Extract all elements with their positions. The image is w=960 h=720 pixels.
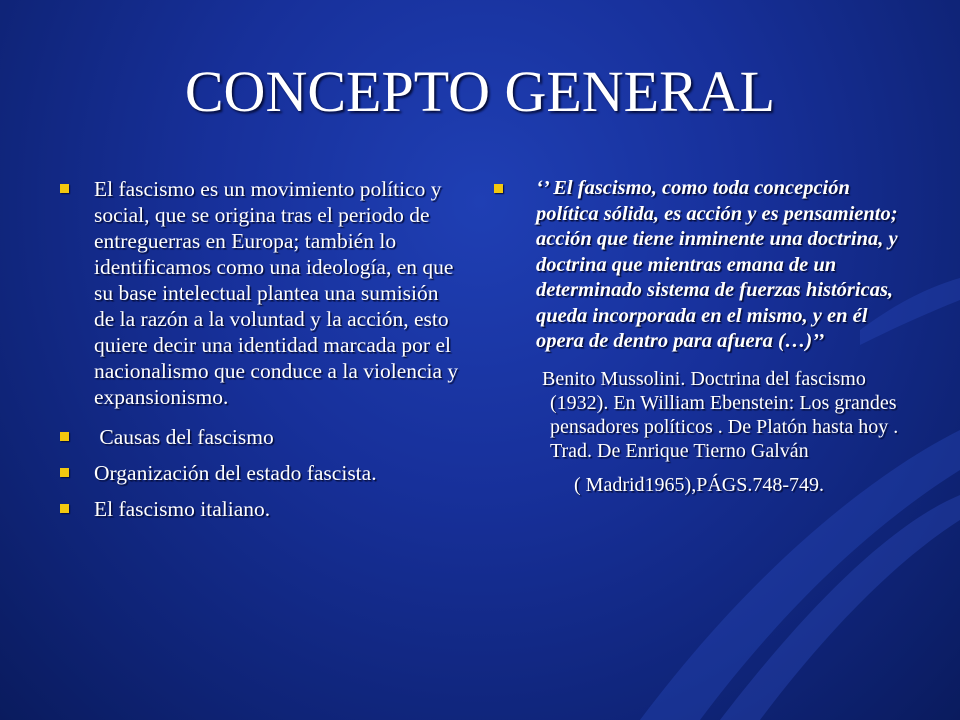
list-item <box>60 460 460 486</box>
citation-text: Benito Mussolini. Doctrina del fascismo (1932). En William Ebenstein: Los grandes pensadores políticos . De Platón hasta hoy . Trad. De Enrique Tierno Galván <box>542 367 899 462</box>
right-column <box>494 176 914 497</box>
citation-tail-text: ( Madrid1965),PÁGS.748-749. <box>574 473 824 496</box>
left-column <box>60 176 460 532</box>
bullet-text: Causas del fascismo <box>94 425 274 449</box>
list-item <box>60 424 460 450</box>
right-bullet-list <box>494 176 914 355</box>
square-bullet-icon <box>494 184 503 193</box>
square-bullet-icon <box>60 184 69 193</box>
slide-title: CONCEPTO GENERAL <box>184 59 776 124</box>
list-item <box>60 176 460 410</box>
square-bullet-icon <box>60 504 69 513</box>
quote-item <box>494 176 914 355</box>
left-bullet-list <box>60 176 460 522</box>
bullet-text: Organización del estado fascista. <box>94 461 377 485</box>
square-bullet-icon <box>60 432 69 441</box>
bullet-text: El fascismo es un movimiento político y social, que se origina tras el periodo de entreguerras en Europa; también lo identificamos como una ideología, en que su base intelectual plantea una sumisión de la razón a la voluntad y la acción, esto quiere decir una identidad marcada por el nacionalismo que conduce a la violencia y expansionismo. <box>94 177 459 409</box>
square-bullet-icon <box>60 468 69 477</box>
list-item <box>60 496 460 522</box>
bullet-text: El fascismo italiano. <box>94 497 271 521</box>
quote-text: ‘’ El fascismo, como toda concepción política sólida, es acción y es pensamiento; acción que tiene inminente una doctrina, y doctrina que mientras emana de un determinado sistema de fuerzas históricas, queda incorporada en el mismo, y en él opera de dentro para afuera (…)’’ <box>536 177 898 352</box>
